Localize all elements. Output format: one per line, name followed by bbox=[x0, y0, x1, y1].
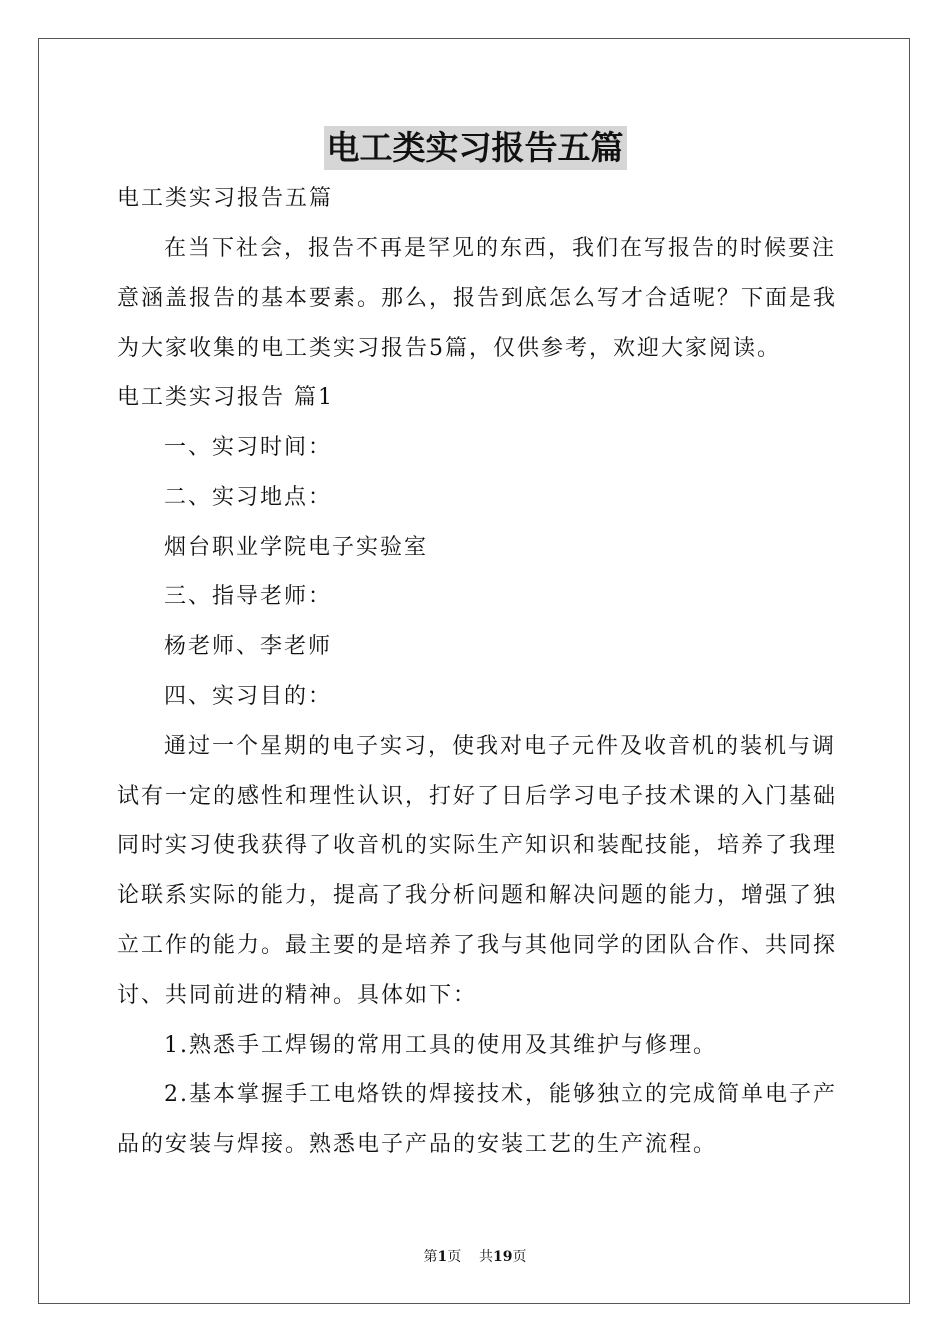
text-line: 通过一个星期的电子实习，使我对电子元件及收音机的装机与调 bbox=[164, 734, 837, 759]
text-line: 讨、共同前进的精神。具体如下： bbox=[117, 983, 478, 1008]
text-line: 意涵盖报告的基本要素。那么，报告到底怎么写才合适呢？下面是我 bbox=[117, 286, 838, 311]
text-line: 2.基本掌握手工电烙铁的焊接技术，能够独立的完成简单电子产 bbox=[164, 1082, 837, 1107]
page-border bbox=[38, 38, 910, 1304]
text-line: 在当下社会，报告不再是罕见的东西，我们在写报告的时候要注 bbox=[164, 236, 837, 261]
text-line: 1.熟悉手工焊锡的常用工具的使用及其维护与修理。 bbox=[164, 1033, 717, 1058]
total-prefix: 共 bbox=[479, 1249, 494, 1265]
text-line: 四、实习目的： bbox=[164, 684, 333, 709]
page-suffix: 页 bbox=[447, 1249, 462, 1265]
current-page-number: 1 bbox=[437, 1249, 448, 1265]
text-line: 电工类实习报告五篇 bbox=[117, 186, 334, 211]
text-line: 杨老师、李老师 bbox=[164, 634, 333, 659]
text-line: 立工作的能力。最主要的是培养了我与其他同学的团队合作、共同探 bbox=[117, 933, 838, 958]
text-line: 电工类实习报告 篇1 bbox=[117, 385, 334, 410]
title-container bbox=[0, 126, 950, 170]
text-line: 烟台职业学院电子实验室 bbox=[164, 535, 429, 560]
document-title: 电工类实习报告五篇 bbox=[324, 126, 627, 170]
total-page-count: 19 bbox=[493, 1249, 513, 1265]
total-suffix: 页 bbox=[512, 1249, 527, 1265]
page-prefix: 第 bbox=[423, 1249, 438, 1265]
text-line: 品的安装与焊接。熟悉电子产品的安装工艺的生产流程。 bbox=[117, 1132, 718, 1157]
text-line: 三、指导老师： bbox=[164, 584, 333, 609]
text-line: 为大家收集的电工类实习报告5篇，仅供参考，欢迎大家阅读。 bbox=[117, 336, 781, 361]
page-footer bbox=[0, 1248, 950, 1266]
text-line: 同时实习使我获得了收音机的实际生产知识和装配技能，培养了我理 bbox=[117, 833, 838, 858]
text-line: 二、实习地点： bbox=[164, 485, 333, 510]
text-line: 论联系实际的能力，提高了我分析问题和解决问题的能力，增强了独 bbox=[117, 883, 838, 908]
text-line: 试有一定的感性和理性认识，打好了日后学习电子技术课的入门基础 bbox=[117, 784, 838, 809]
text-line: 一、实习时间： bbox=[164, 435, 333, 460]
